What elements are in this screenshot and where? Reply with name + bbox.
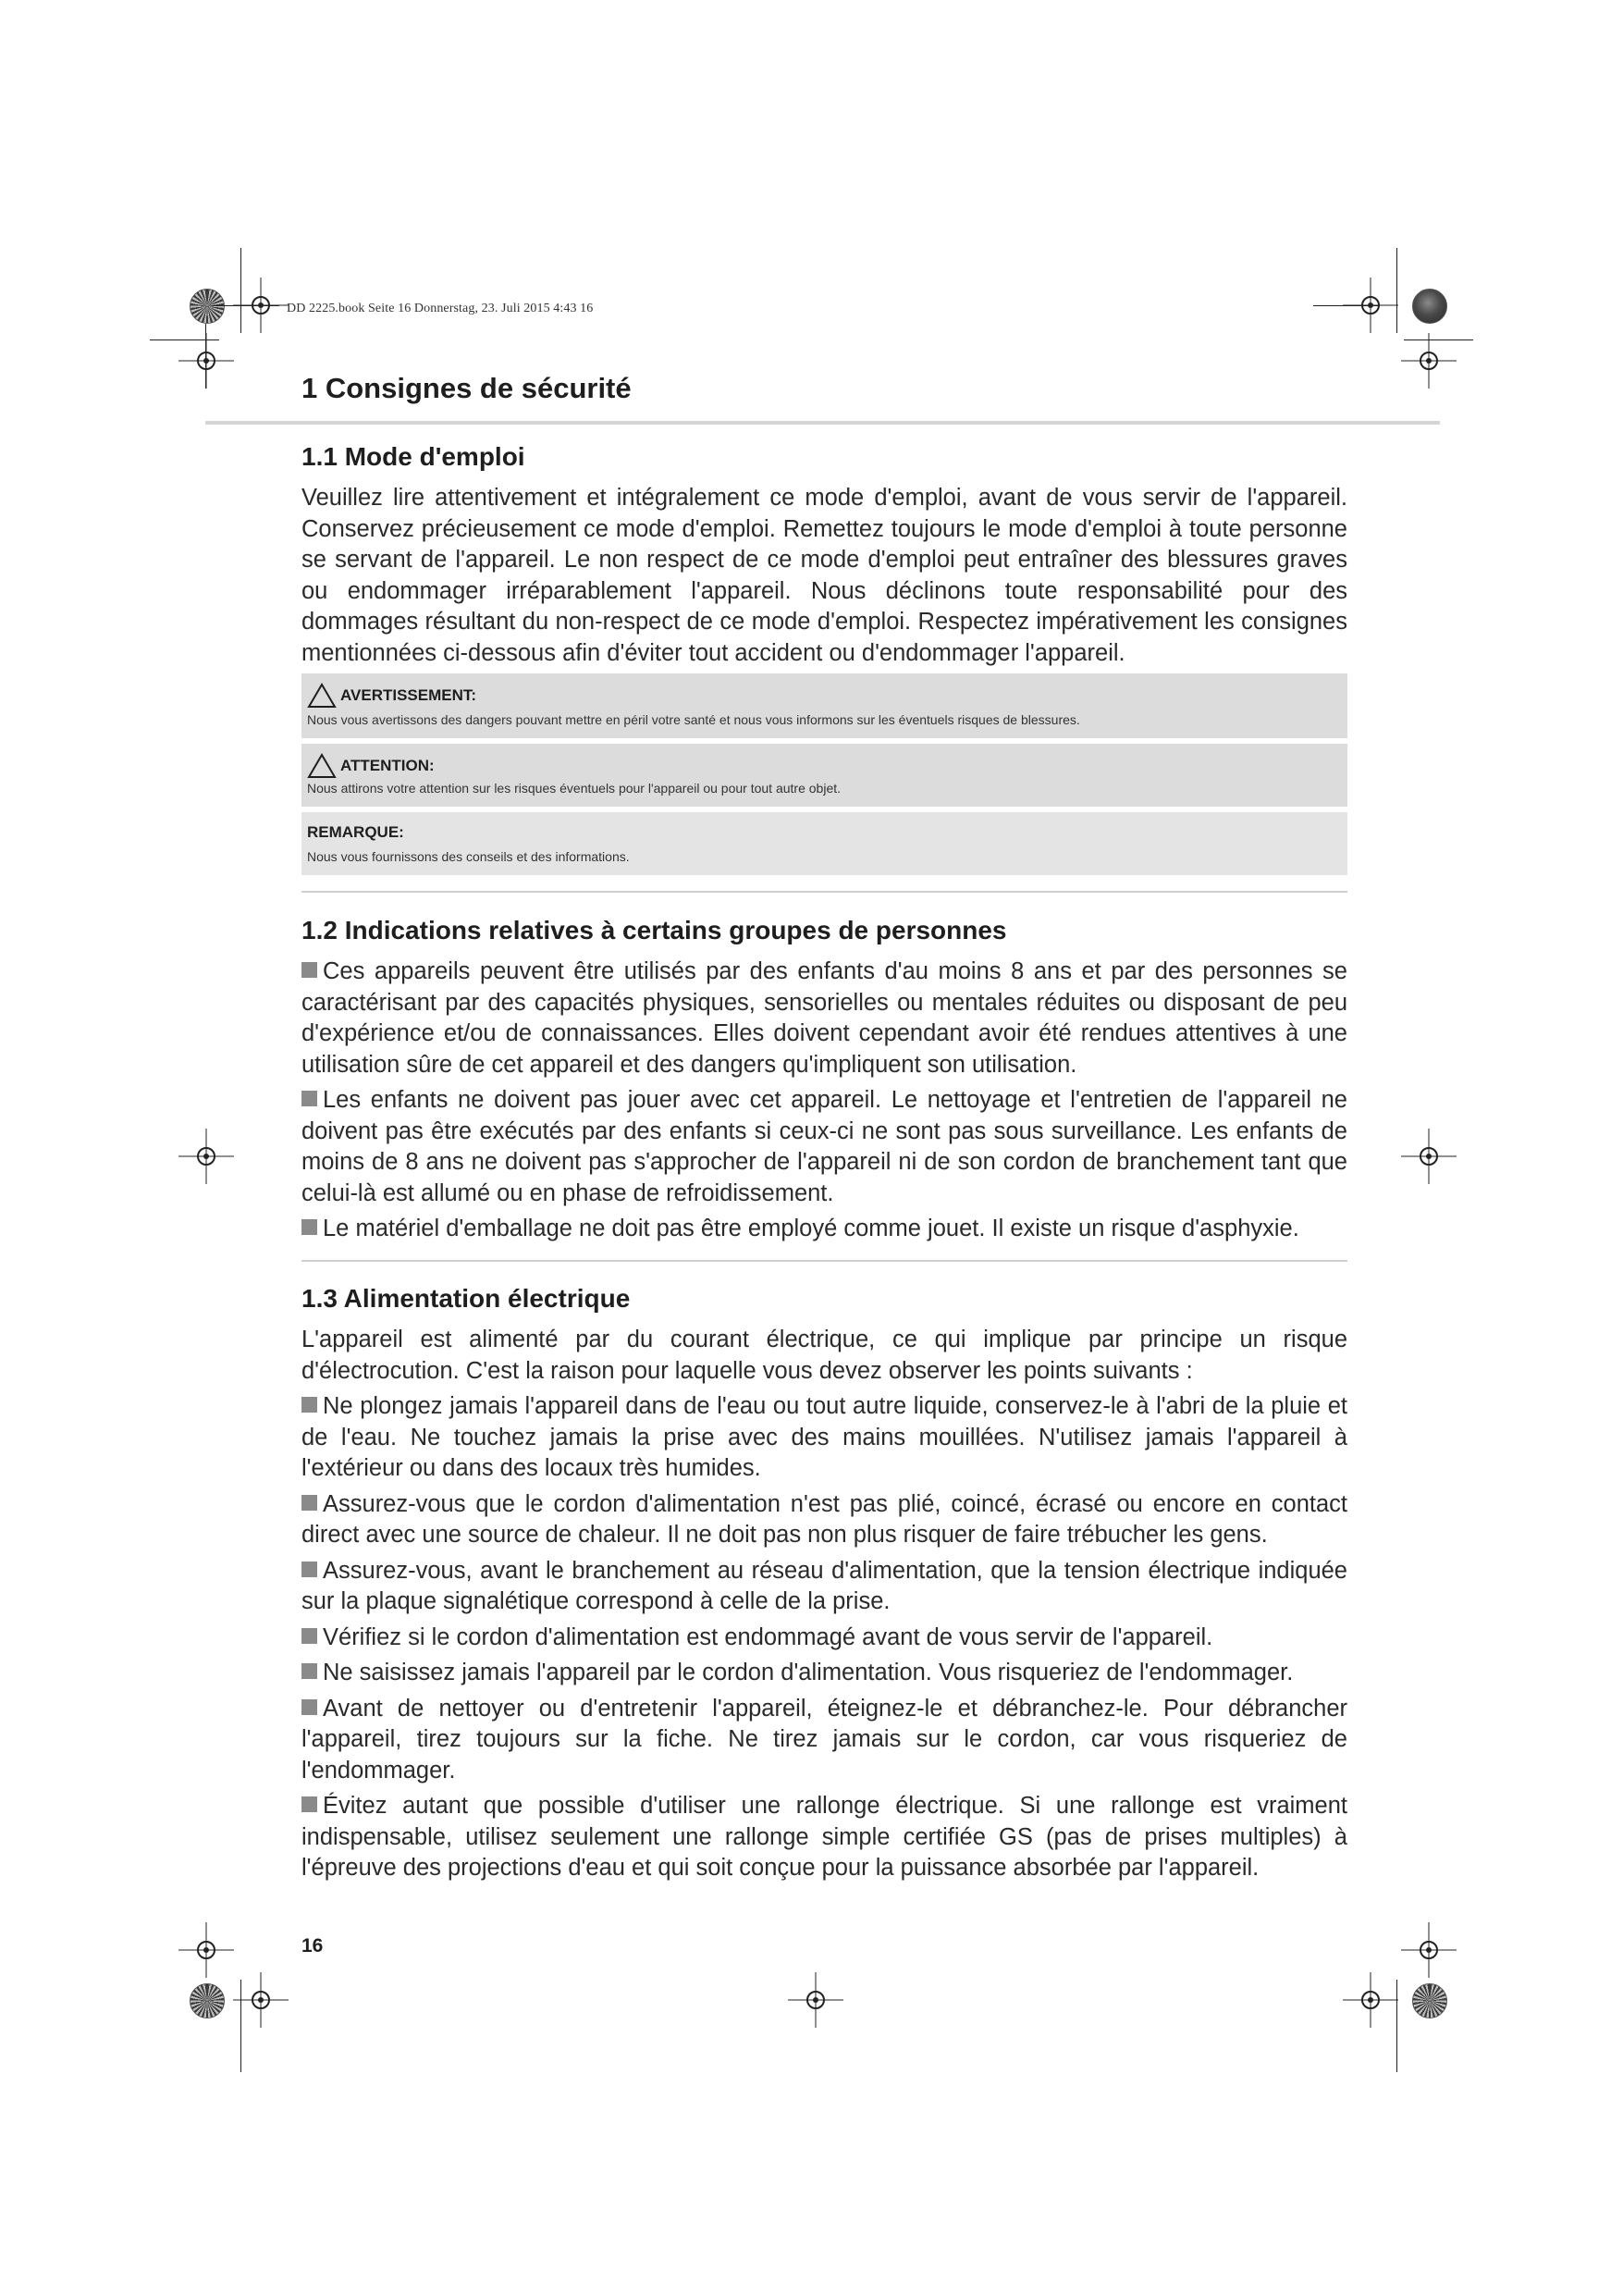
- square-bullet-icon: [301, 1091, 317, 1106]
- section-mode-emploi-body: [301, 483, 1347, 669]
- square-bullet-icon: [301, 962, 317, 978]
- square-bullet-icon: [301, 1796, 317, 1812]
- list-item: Ne saisissez jamais l'appareil par le cordon d'alimentation. Vous risqueriez de l'endommager.: [301, 1658, 1347, 1689]
- paragraph: Veuillez lire attentivement et intégralement ce mode d'emploi, avant de vous servir de l'appareil. Conservez précieusement ce mode d'emploi. Remettez toujours le mode d'emploi à toute personne se servant de l'appareil. Le non respect de ce mode d'emploi peut entraîner des blessures graves ou endommager irréparablement l'appareil. Nous déclinons toute responsabilité pour des dommages résultant du non-respect de ce mode d'emploi. Respectez impérativement les consignes mentionnées ci-dessous afin d'éviter tout accident ou d'endommager l'appareil.: [301, 485, 1347, 666]
- list-item: Assurez-vous, avant le branchement au réseau d'alimentation, que la tension électrique indiquée sur la plaque signalétique correspond à celle de la prise.: [301, 1557, 1347, 1614]
- warning-triangle-icon: [307, 753, 337, 779]
- notice-text: Nous vous avertissons des dangers pouvant mettre en péril votre santé et nous vous informons sur les éventuels risques de blessures.: [307, 712, 1080, 727]
- section-divider: [301, 1260, 1347, 1262]
- notice-label: ATTENTION:: [340, 757, 435, 774]
- list-item: Avant de nettoyer ou d'entretenir l'appareil, éteignez-le et débranchez-le. Pour débrancher l'appareil, tirez toujours sur la fiche. Ne tirez jamais sur le cordon, car vous risqueriez de l'endommager.: [301, 1695, 1347, 1784]
- print-slug: DD 2225.book Seite 16 Donnerstag, 23. Juli 2015 4:43 16: [287, 302, 594, 315]
- crosshair-icon: [1343, 278, 1398, 333]
- section-alimentation-body: [301, 1325, 1347, 1884]
- square-bullet-icon: [301, 1495, 317, 1511]
- list-item: Ne plongez jamais l'appareil dans de l'eau ou tout autre liquide, conservez-le à l'abri de la pluie et de l'eau. Ne touchez jamais la prise avec des mains mouillées. N'utilisez jamais l'appareil à l'extérieur ou dans des locaux très humides.: [301, 1393, 1347, 1481]
- crosshair-icon: [233, 278, 289, 333]
- page-number: 16: [301, 1935, 324, 1957]
- list-item: Le matériel d'emballage ne doit pas être employé comme jouet. Il existe un risque d'asphyxie.: [301, 1214, 1347, 1245]
- list-item: Ces appareils peuvent être utilisés par des enfants d'au moins 8 ans et par des personnes se caractérisant par des capacités physiques, sensorielles ou mentales réduites ou disposant de peu d'expérience et/ou de connaissances. Elles doivent cependant avoir été rendues attentives à une utilisation sûre de cet appareil et des dangers qu'impliquent son utilisation.: [301, 958, 1347, 1078]
- notice-attention: [301, 744, 1347, 807]
- square-bullet-icon: [301, 1562, 317, 1577]
- crosshair-icon: [178, 1922, 234, 1978]
- notice-text: Nous vous fournissons des conseils et des informations.: [307, 849, 630, 864]
- crosshair-icon: [1401, 1922, 1457, 1978]
- list-item: Les enfants ne doivent pas jouer avec cet appareil. Le nettoyage et l'entretien de l'appareil ne doivent pas être exécutés par des enfants si ceux-ci ne sont pas sous surveillance. Les enfants de moins de 8 ans ne doivent pas s'approcher de l'appareil ni de son cordon de branchement tant que celui-là est allumé ou en phase de refroidissement.: [301, 1087, 1347, 1206]
- square-bullet-icon: [301, 1699, 317, 1715]
- crosshair-icon: [233, 1972, 289, 2028]
- section-groupes: [301, 916, 1347, 945]
- square-bullet-icon: [301, 1219, 317, 1235]
- list-item: Vérifiez si le cordon d'alimentation est endommagé avant de vous servir de l'appareil.: [301, 1623, 1347, 1654]
- notice-label: REMARQUE:: [307, 823, 404, 841]
- chapter-rule: [205, 421, 1440, 425]
- section-mode-emploi: [301, 442, 1347, 472]
- section-title: 1.1 Mode d'emploi: [301, 442, 525, 471]
- warning-triangle-icon: [307, 683, 337, 709]
- square-bullet-icon: [301, 1628, 317, 1644]
- notice-label: AVERTISSEMENT:: [340, 686, 477, 704]
- chapter-title: 1 Consignes de sécurité: [301, 372, 632, 404]
- square-bullet-icon: [301, 1663, 317, 1679]
- crosshair-icon: [178, 333, 234, 389]
- square-bullet-icon: [301, 1397, 317, 1413]
- registration-disc-icon: [190, 1983, 225, 2018]
- crosshair-icon: [1343, 1972, 1398, 2028]
- registration-disc-icon: [1412, 289, 1447, 324]
- section-divider: [301, 891, 1347, 893]
- list-item: Évitez autant que possible d'utiliser une rallonge électrique. Si une rallonge est vraiment indispensable, utilisez seulement une rallonge simple certifiée GS (pas de prises multiples) à l'épreuve des projections d'eau et qui soit conçue pour la puissance absorbée par l'appareil.: [301, 1793, 1347, 1881]
- section-alimentation: [301, 1284, 1347, 1314]
- crosshair-icon: [178, 1129, 234, 1184]
- registration-disc-icon: [190, 289, 225, 324]
- notice-text: Nous attirons votre attention sur les risques éventuels pour l'appareil ou pour tout autre objet.: [307, 781, 842, 796]
- notice-warning: [301, 673, 1347, 738]
- list-item: Assurez-vous que le cordon d'alimentation n'est pas plié, coincé, écrasé ou encore en contact direct avec une source de chaleur. Il ne doit pas non plus risquer de faire trébucher les gens.: [301, 1490, 1347, 1548]
- section-title: 1.3 Alimentation électrique: [301, 1284, 631, 1313]
- notice-remark: [301, 812, 1347, 875]
- registration-disc-icon: [1412, 1983, 1447, 2018]
- crosshair-icon: [788, 1972, 843, 2028]
- crosshair-icon: [1401, 1129, 1457, 1184]
- crosshair-icon: [1401, 333, 1457, 389]
- section-groupes-body: [301, 957, 1347, 1245]
- section-title: 1.2 Indications relatives à certains groupes de personnes: [301, 916, 1007, 944]
- paragraph: L'appareil est alimenté par du courant électrique, ce qui implique par principe un risque d'électrocution. C'est la raison pour laquelle vous devez observer les points suivants :: [301, 1327, 1347, 1384]
